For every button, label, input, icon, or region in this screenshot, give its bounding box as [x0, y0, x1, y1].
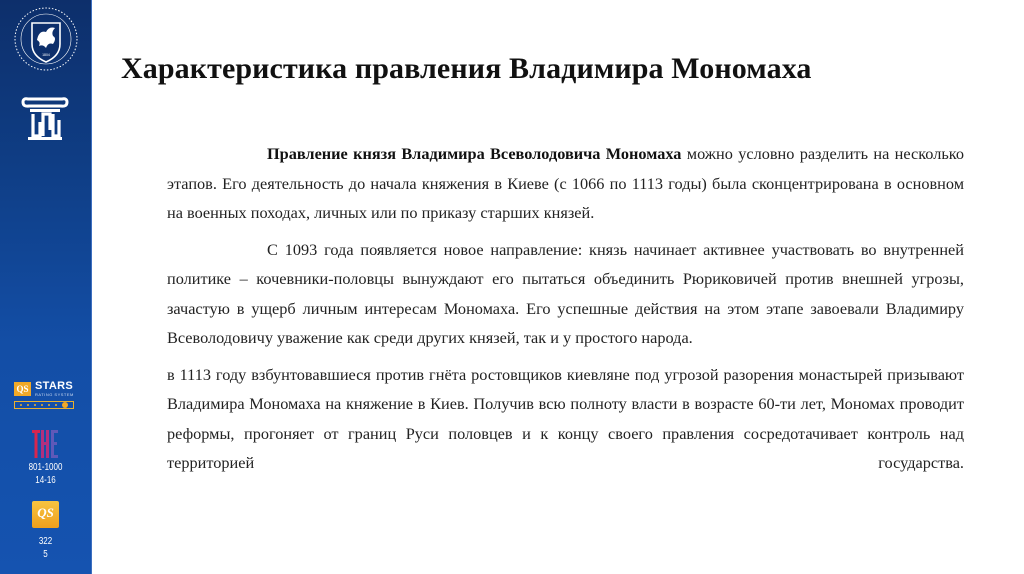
sidebar: [0, 0, 92, 574]
star-dot-icon: [27, 404, 29, 406]
qs-rank-text: 322: [38, 536, 53, 547]
slide-body: [167, 139, 964, 485]
star-dot-icon: [20, 404, 22, 406]
star-dot-icon: [48, 404, 50, 406]
qs-stars-badge: [14, 380, 76, 414]
paragraph-3-text: в 1113 году взбунтовавшиеся против гнёта ростовщиков киевляне под угрозой разорения монастырей призывают Владимира Мономаха на княжение в Киев. Получив всю полноту власти в возрасте 60-ти лет, Мономах проводит реформы, прогоняет от границ Руси половцев и к концу своего правления сосредотачивает контроль над территорией государства.: [167, 364, 964, 472]
the-rank-text: 801-1000: [28, 462, 63, 473]
paragraph-1: [167, 139, 964, 228]
paragraph-3: [167, 360, 964, 478]
star-dot-icon: [55, 404, 57, 406]
svg-text:1804: 1804: [42, 53, 50, 57]
qs-extra-text: 5: [43, 549, 48, 560]
plus-star-icon: [62, 402, 68, 408]
paragraph-1-bold-lead: Правление князя Владимира Всеволодовича Мономаха: [267, 144, 682, 163]
column-logo-icon: [19, 96, 71, 142]
qs-ranking-logo: QS: [32, 501, 59, 528]
stars-rating-bar: [14, 401, 74, 409]
star-dot-icon: [34, 404, 36, 406]
stars-title: STARS: [35, 380, 73, 392]
star-dot-icon: [41, 404, 43, 406]
the-year-text: 14-16: [35, 475, 56, 486]
qs-stars-logo: QS: [14, 382, 31, 396]
the-ranking-logo-icon: [32, 430, 58, 458]
paragraph-1-text: можно условно разделить на несколько этапов. Его деятельность до начала княжения в Киеве (с 1066 по 1113 годы) была сконцентрирована в основном на военных походах, личных или по приказу старших князей.: [167, 144, 964, 222]
paragraph-2: [167, 235, 964, 353]
university-emblem-icon: [13, 6, 79, 72]
paragraph-2-text: С 1093 года появляется новое направление: князь начинает активнее участвовать во внутренней политике – кочевники-половцы вынуждают его пытаться объединить Рюриковичей против внешней угрозы, зачастую в ущерб личным интересам Мономаха. Его успешные действия на этом этапе завоевали Владимиру Всеволодовичу уважение как среди других князей, так и у простого народа.: [167, 239, 964, 347]
slide-title: Характеристика правления Владимира Мономаха: [121, 52, 812, 85]
stars-subtitle: RATING SYSTEM: [35, 392, 74, 397]
